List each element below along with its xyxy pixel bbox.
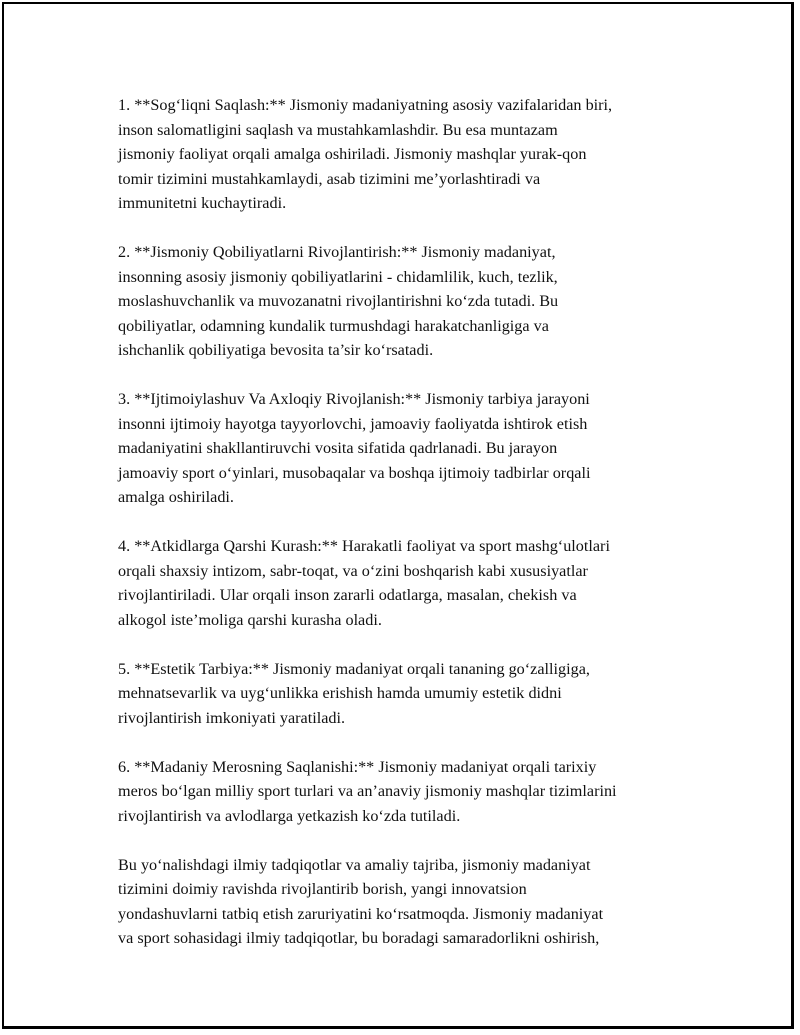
paragraph-atkidlarga-qarshi-kurash: 4. **Atkidlarga Qarshi Kurash:** Harakatli faoliyat va sport mashg‘ulotlari orqali shaxsiy intizom, sabr-toqat, va o‘zini boshqarish kabi xususiyatlar rivojlantiriladi. Ular orqali inson zararli odatlarga, masalan, chekish va alkogol iste’moliga qarshi kurasha oladi. xyxy=(118,537,610,629)
document-body xyxy=(118,93,718,975)
paragraph-estetik-tarbiya: 5. **Estetik Tarbiya:** Jismoniy madaniyat orqali tananing go‘zalligiga, mehnatsevarlik va uyg‘unlikka erishish hamda umumiy estetik didni rivojlantirish imkoniyati yaratiladi. xyxy=(118,659,590,727)
paragraph-sogliqni-saqlash: 1. **Sog‘liqni Saqlash:** Jismoniy madaniyatning asosiy vazifalaridan biri, inson salomatligini saqlash va mustahkamlashdir. Bu esa muntazam jismoniy faoliyat orqali amalga oshiriladi. Jismoniy mashqlar yurak-qon tomir tizimini mustahkamlaydi, asab tizimini me’yorlashtiradi va immunitetni kuchaytiradi. xyxy=(118,96,613,212)
paragraph-jismoniy-qobiliyatlar: 2. **Jismoniy Qobiliyatlarni Rivojlantirish:** Jismoniy madaniyat, insonning asosiy jismoniy qobiliyatlarini - chidamlilik, kuch, tezlik, moslashuvchanlik va muvozanatni rivojlantirishni ko‘zda tutadi. Bu qobiliyatlar, odamning kundalik turmushdagi harakatchanligiga va ishchanlik qobiliyatiga bevosita ta’sir ko‘rsatadi. xyxy=(118,243,559,359)
paragraph-madaniy-meros: 6. **Madaniy Merosning Saqlanishi:** Jismoniy madaniyat orqali tarixiy meros bo‘lgan milliy sport turlari va an’anaviy jismoniy mashqlar tizimlarini rivojlantirish va avlodlarga yetkazish ko‘zda tutiladi. xyxy=(118,757,617,825)
paragraph-ijtimoiylashuv: 3. **Ijtimoiylashuv Va Axloqiy Rivojlanish:** Jismoniy tarbiya jarayoni insonni ijtimoiy hayotga tayyorlovchi, jamoaviy faoliyatda ishtirok etish madaniyatini shakllantiruvchi vosita sifatida qadrlanadi. Bu jarayon jamoaviy sport o‘yinlari, musobaqalar va boshqa ijtimoiy tadbirlar orqali amalga oshiriladi. xyxy=(118,390,591,506)
paragraph-conclusion: Bu yo‘nalishdagi ilmiy tadqiqotlar va amaliy tajriba, jismoniy madaniyat tizimini doimiy ravishda rivojlantirib borish, yangi innovatsion yondashuvlarni tatbiq etish zaruriyatini ko‘rsatmoqda. Jismoniy madaniyat va sport sohasidagi ilmiy tadqiqotlar, bu boradagi samaradorlikni oshirish, xyxy=(118,855,604,947)
